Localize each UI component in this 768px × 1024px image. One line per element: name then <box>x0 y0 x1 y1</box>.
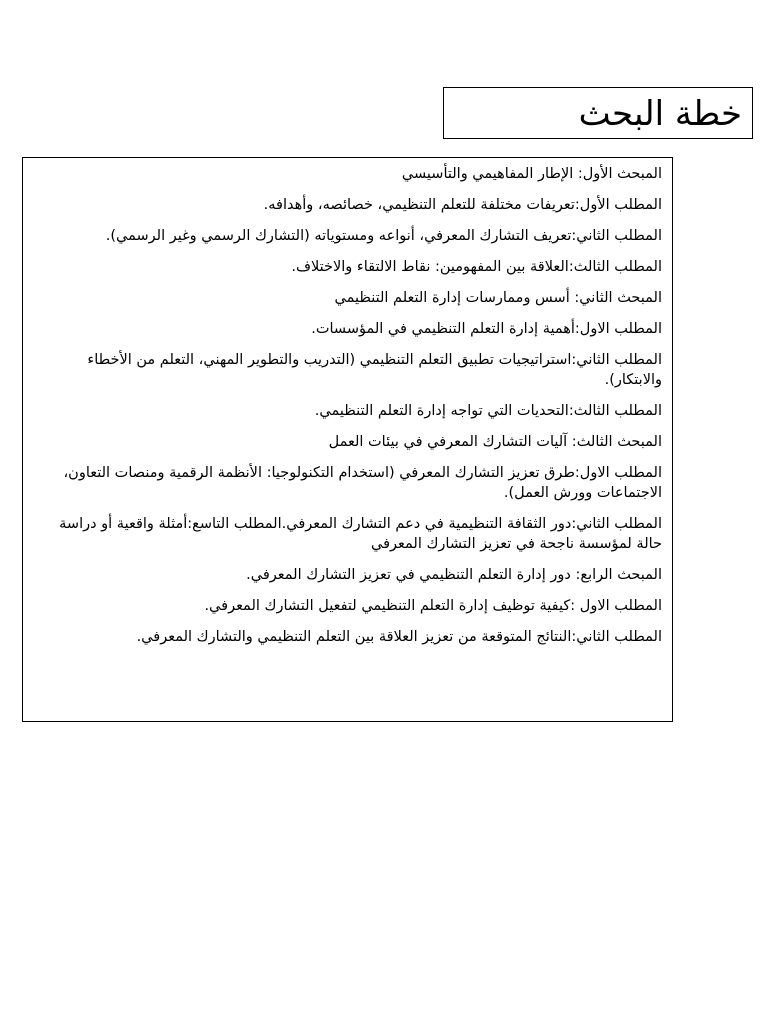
outline-item: المطلب الثاني:دور الثقافة التنظيمية في دعم التشارك المعرفي.المطلب التاسع:أمثلة واقعية أو دراسة حالة لمؤسسة ناجحة في تعزيز التشارك المعرفي <box>59 516 662 552</box>
outline-item: المطلب الاول:أهمية إدارة التعلم التنظيمي في المؤسسات. <box>311 321 662 337</box>
outline-item-chapter-1: المبحث الأول: الإطار المفاهيمي والتأسيسي <box>401 166 662 182</box>
outline-item: المطلب الاول:طرق تعزيز التشارك المعرفي (استخدام التكنولوجيا: الأنظمة الرقمية ومنصات التعاون، الاجتماعات وورش العمل). <box>63 465 662 501</box>
outline-item: المطلب الثالث:التحديات التي تواجه إدارة التعلم التنظيمي. <box>314 403 662 419</box>
outline-item: المطلب الثاني:تعريف التشارك المعرفي، أنواعه ومستوياته (التشارك الرسمي وغير الرسمي). <box>105 228 662 244</box>
document-title: خطة البحث <box>443 87 753 139</box>
outline-item: المطلب الأول:تعريفات مختلفة للتعلم التنظيمي، خصائصه، وأهدافه. <box>263 197 662 213</box>
outline-item: المطلب الثالث:العلاقة بين المفهومين: نقاط الالتقاء والاختلاف. <box>291 259 662 275</box>
outline-item-chapter-3: المبحث الثالث: آليات التشارك المعرفي في بيئات العمل <box>328 434 662 450</box>
outline-item: المطلب الثاني:استراتيجيات تطبيق التعلم التنظيمي (التدريب والتطوير المهني، التعلم من الأخطاء والابتكار). <box>87 352 662 388</box>
outline-item-chapter-4: المبحث الرابع: دور إدارة التعلم التنظيمي في تعزيز التشارك المعرفي. <box>246 567 662 583</box>
outline-item: المطلب الاول :كيفية توظيف إدارة التعلم التنظيمي لتفعيل التشارك المعرفي. <box>204 598 662 614</box>
outline-item-chapter-2: المبحث الثاني: أسس وممارسات إدارة التعلم التنظيمي <box>334 290 662 306</box>
research-plan-outline <box>22 157 673 722</box>
outline-item: المطلب الثاني:النتائج المتوقعة من تعزيز العلاقة بين التعلم التنظيمي والتشارك المعرفي. <box>136 629 662 645</box>
